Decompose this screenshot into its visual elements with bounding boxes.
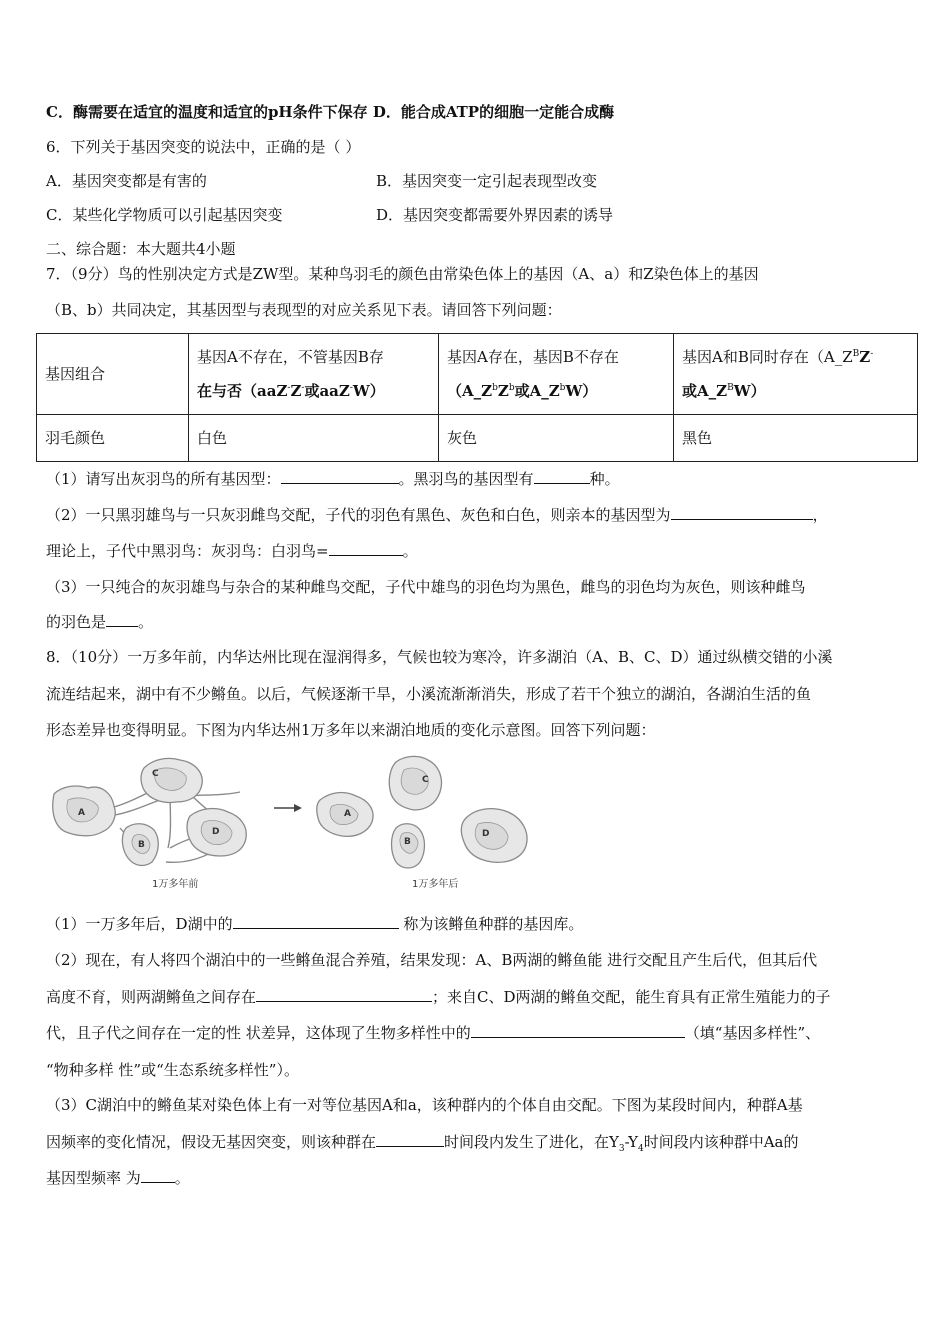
table-cell-a-no-b	[439, 334, 674, 415]
text: -Y	[624, 1133, 638, 1151]
text: 。	[138, 613, 154, 631]
lake-label-d-after: D	[482, 829, 490, 839]
q7-stem-line2: （B、b）共同决定，其基因型与表现型的对应关系见下表。请回答下列问题：	[46, 301, 562, 319]
superscript: b	[559, 383, 566, 393]
answer-blank	[106, 612, 138, 627]
superscript: B	[852, 349, 860, 359]
superscript: b	[492, 383, 498, 393]
text: 时间段内该种群中Aa的	[643, 1133, 799, 1151]
cell-text: Z	[290, 382, 302, 400]
lake-label-c-after: C	[422, 775, 429, 785]
table-cell: 灰色	[439, 415, 674, 462]
table-header-cell: 羽毛颜色	[37, 415, 189, 462]
text: 。	[174, 1169, 190, 1187]
figure-before	[53, 758, 247, 890]
cell-text: 基因A不存在，不管基因B存	[197, 348, 384, 366]
superscript: B	[727, 383, 734, 393]
cell-text: 基因A存在，基因B不存在	[447, 348, 619, 366]
lake-label-c: C	[152, 769, 159, 779]
answer-blank	[233, 914, 399, 929]
cell-text: 在与否（aaZ	[197, 382, 288, 400]
text: 高度不育，则两湖鳉鱼之间存在	[46, 988, 257, 1006]
answer-blank	[534, 469, 590, 484]
text: 理论上，子代中黑羽鸟：灰羽鸟：白羽鸟=	[46, 542, 329, 560]
text: （填“基因多样性”、	[684, 1024, 821, 1042]
text: 基因型频率 为	[46, 1169, 141, 1187]
q8-part3-line3	[46, 1168, 190, 1188]
subscript: 4	[637, 1144, 644, 1154]
answer-blank	[256, 987, 432, 1002]
subscript: 3	[618, 1144, 625, 1154]
answer-blank	[471, 1023, 685, 1038]
genotype-table	[36, 333, 918, 462]
table-row	[37, 334, 918, 415]
cell-text: Z	[859, 348, 871, 366]
cell-text: W）	[352, 382, 385, 400]
text: 因频率的变化情况，假设无基因突变，则该种群在	[46, 1133, 377, 1151]
answer-blank	[671, 505, 813, 520]
q8-stem-line2: 流连结起来，湖中有不少鳉鱼。以后，气候逐渐干旱，小溪流渐渐消失，形成了若干个独立的湖泊，各湖泊生活的鱼	[46, 685, 812, 703]
q7-part2-line2	[46, 541, 418, 561]
q8-part2-line1: （2）现在，有人将四个湖泊中的一些鳉鱼混合养殖，结果发现：A、B两湖的鳉鱼能 进行交配且产生后代，但其后代	[46, 951, 818, 969]
cell-text: 或A_Z	[514, 382, 560, 400]
answer-blank	[281, 469, 399, 484]
q6-stem: 6．下列关于基因突变的说法中，正确的是（ ）	[46, 138, 361, 156]
arrow-right-icon	[274, 804, 302, 812]
q5-option-cd: C．酶需要在适宜的温度和适宜的pH条件下保存 D．能合成ATP的细胞一定能合成酶	[46, 103, 615, 121]
q7-stem-line1: 7．（9分）鸟的性别决定方式是ZW型。某种鸟羽毛的颜色由常染色体上的基因（A、a）和Z染色体上的基因	[46, 265, 759, 283]
cell-text: 或aaZ	[304, 382, 350, 400]
answer-blank	[141, 1168, 175, 1183]
lake-label-b: B	[138, 840, 145, 850]
figure-after	[317, 756, 527, 890]
q7-part1	[46, 469, 620, 489]
cell-text: W）	[733, 382, 766, 400]
q6-option-b: B．基因突变一定引起表现型改变	[376, 172, 598, 190]
q6-option-d: D．基因突变都需要外界因素的诱导	[376, 206, 614, 224]
q7-part3-line2	[46, 612, 153, 632]
caption-before: 1万多年前	[152, 879, 199, 890]
q8-part2-line3	[46, 1023, 820, 1043]
q7-part3-line1: （3）一只纯合的灰羽雄鸟与杂合的某种雌鸟交配，子代中雄鸟的羽色均为黑色，雌鸟的羽色均为灰色，则该种雌鸟	[46, 578, 806, 596]
lake-label-b-after: B	[404, 837, 411, 847]
table-row	[37, 415, 918, 462]
cell-text: Z	[497, 382, 509, 400]
text: 时间段内发生了进化，在Y	[444, 1133, 619, 1151]
text: ，	[812, 506, 828, 524]
cell-text: 或A_Z	[682, 382, 728, 400]
q8-part3-line1: （3）C湖泊中的鳉鱼某对染色体上有一对等位基因A和a，该种群内的个体自由交配。下图为某段时间内，种群A基	[46, 1096, 803, 1114]
text: 代，且子代之间存在一定的性 状差异，这体现了生物多样性中的	[46, 1024, 471, 1042]
text: （1）一万多年后，D湖中的	[46, 915, 233, 933]
q8-stem-line1: 8．（10分）一万多年前，内华达州比现在湿润得多，气候也较为寒冷，许多湖泊（A、B、C、D）通过纵横交错的小溪	[46, 648, 833, 666]
cell-text: W）	[565, 382, 598, 400]
q8-part2-line4: “物种多样 性”或“生态系统多样性”）。	[46, 1061, 299, 1079]
text: 称为该鳉鱼种群的基因库。	[403, 915, 584, 933]
q8-part1	[46, 914, 583, 934]
lake-label-a: A	[78, 808, 85, 818]
text: 种。	[589, 470, 620, 488]
table-cell-a-and-b	[674, 334, 918, 415]
table-cell-no-a	[189, 334, 439, 415]
q8-part3-line2	[46, 1132, 799, 1152]
caption-after: 1万多年后	[412, 879, 459, 890]
answer-blank	[329, 541, 403, 556]
cell-text: 基因A和B同时存在（A_Z	[682, 348, 853, 366]
text: （2）一只黑羽雄鸟与一只灰羽雌鸟交配，子代的羽色有黑色、灰色和白色，则亲本的基因型为	[46, 506, 671, 524]
lake-evolution-figure	[48, 752, 538, 894]
answer-blank	[376, 1132, 444, 1147]
lake-label-d: D	[212, 827, 220, 837]
q6-option-c: C．某些化学物质可以引起基因突变	[46, 206, 283, 224]
lake-label-a-after: A	[344, 809, 351, 819]
q8-part2-line2	[46, 987, 831, 1007]
superscript: b	[508, 383, 515, 393]
q7-part2-line1	[46, 505, 828, 525]
superscript: -	[349, 383, 353, 393]
text: ；来自C、D两湖的鳉鱼交配，能生育具有正常生殖能力的子	[432, 988, 831, 1006]
table-header-cell: 基因组合	[37, 334, 189, 415]
cell-text: （A_Z	[447, 382, 493, 400]
section-2-heading: 二、综合题：本大题共4小题	[46, 240, 236, 258]
superscript: -	[287, 383, 291, 393]
table-cell: 黑色	[674, 415, 918, 462]
text: 。	[402, 542, 418, 560]
text: （1）请写出灰羽鸟的所有基因型：	[46, 470, 281, 488]
q6-option-a: A．基因突变都是有害的	[46, 172, 207, 190]
table-cell: 白色	[189, 415, 439, 462]
text: 的羽色是	[46, 613, 107, 631]
q8-stem-line3: 形态差异也变得明显。下图为内华达州1万多年以来湖泊地质的变化示意图。回答下列问题：	[46, 721, 656, 739]
superscript: -	[301, 383, 305, 393]
text: 。黑羽鸟的基因型有	[398, 470, 534, 488]
superscript: -	[870, 349, 874, 359]
